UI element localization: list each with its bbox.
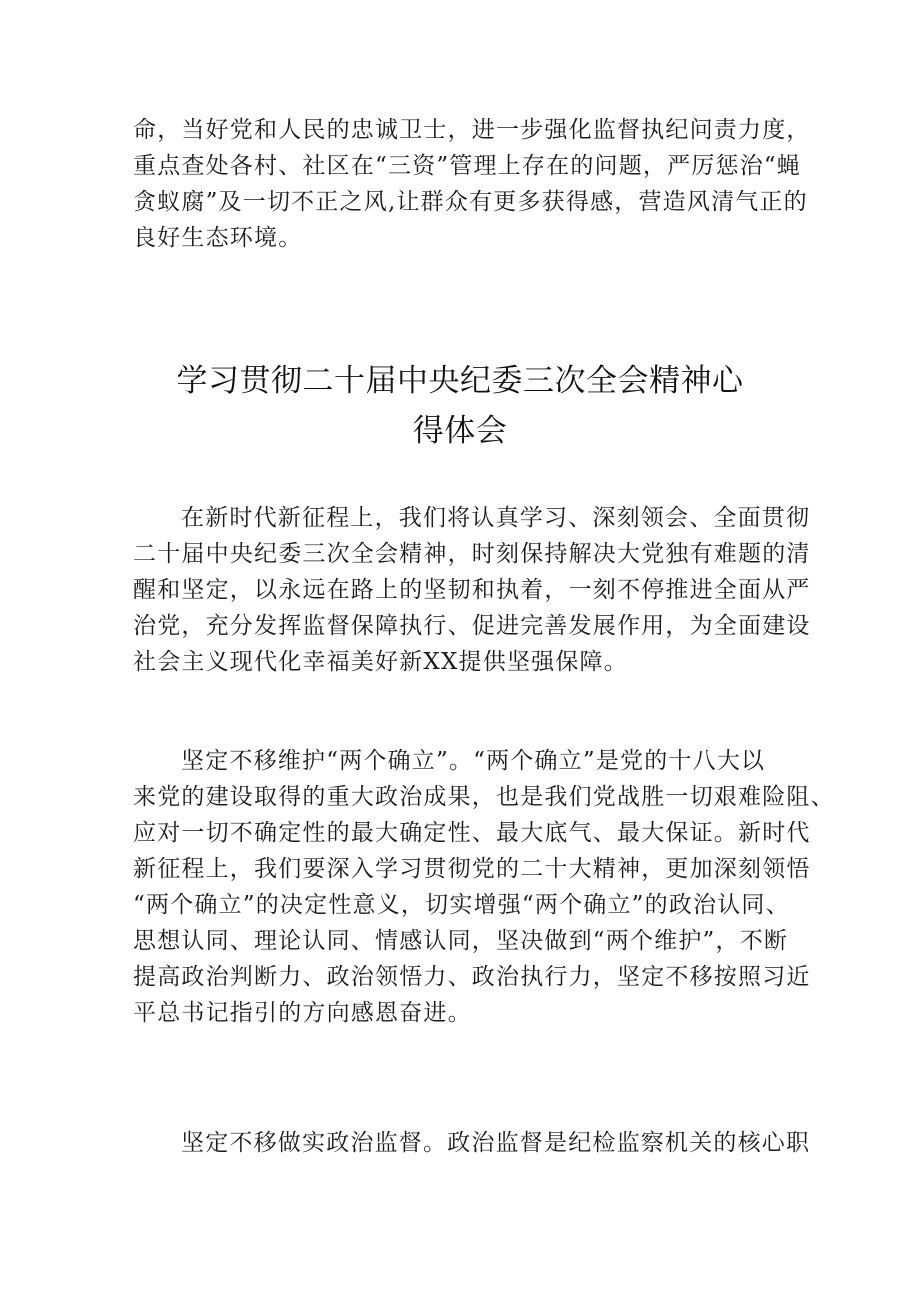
paragraph-line: 提高政治判断力、政治领悟力、政治执行力，坚定不移按照习近 bbox=[133, 964, 811, 990]
paragraph-line: 平总书记指引的方向感恩奋进。 bbox=[133, 1000, 472, 1026]
paragraph-line: 治党，充分发挥监督保障执行、促进完善发展作用，为全面建设 bbox=[133, 613, 811, 639]
paragraph-line: 社会主义现代化幸福美好新XX提供坚强保障。 bbox=[133, 649, 628, 675]
paragraph-line: 重点查处各村、社区在“三资”管理上存在的问题，严厉惩治“蝇 bbox=[133, 153, 802, 179]
title-line: 学习贯彻二十届中央纪委三次全会精神心 bbox=[176, 363, 744, 399]
paragraph-line: 新征程上，我们要深入学习贯彻党的二十大精神，更加深刻领悟 bbox=[133, 856, 811, 882]
paragraph-line: 在新时代新征程上，我们将认真学习、深刻领会、全面贯彻 bbox=[181, 505, 811, 531]
paragraph-line: 二十届中央纪委三次全会精神，时刻保持解决大党独有难题的清 bbox=[133, 541, 811, 567]
paragraph-line: 贪蚁腐”及一切不正之风,让群众有更多获得感，营造风清气正的 bbox=[133, 189, 808, 215]
paragraph-two-establishments bbox=[133, 743, 835, 1031]
document-title bbox=[0, 356, 920, 456]
paragraph-intro bbox=[133, 500, 811, 680]
paragraph-line: 醒和坚定，以永远在路上的坚韧和执着，一刻不停推进全面从严 bbox=[133, 577, 811, 603]
paragraph-line: 应对一切不确定性的最大确定性、最大底气、最大保证。新时代 bbox=[133, 820, 811, 846]
paragraph-line: “两个确立”的决定性意义，切实增强“两个确立”的政治认同、 bbox=[133, 892, 790, 918]
paragraph-line: 坚定不移维护“两个确立”。“两个确立”是党的十八大以 bbox=[181, 748, 766, 774]
paragraph-line: 良好生态环境。 bbox=[133, 225, 303, 251]
paragraph-line: 命，当好党和人民的忠诚卫士，进一步强化监督执纪问责力度， bbox=[133, 117, 811, 143]
paragraph-political-supervision bbox=[133, 1125, 811, 1161]
paragraph-line: 思想认同、理论认同、情感认同，坚决做到“两个维护”，不断 bbox=[133, 928, 789, 954]
top-paragraph bbox=[133, 112, 811, 256]
paragraph-line: 来党的建设取得的重大政治成果，也是我们党战胜一切艰难险阻、 bbox=[133, 784, 835, 810]
title-line: 得体会 bbox=[412, 413, 508, 449]
paragraph-line: 坚定不移做实政治监督。政治监督是纪检监察机关的核心职 bbox=[181, 1130, 811, 1156]
